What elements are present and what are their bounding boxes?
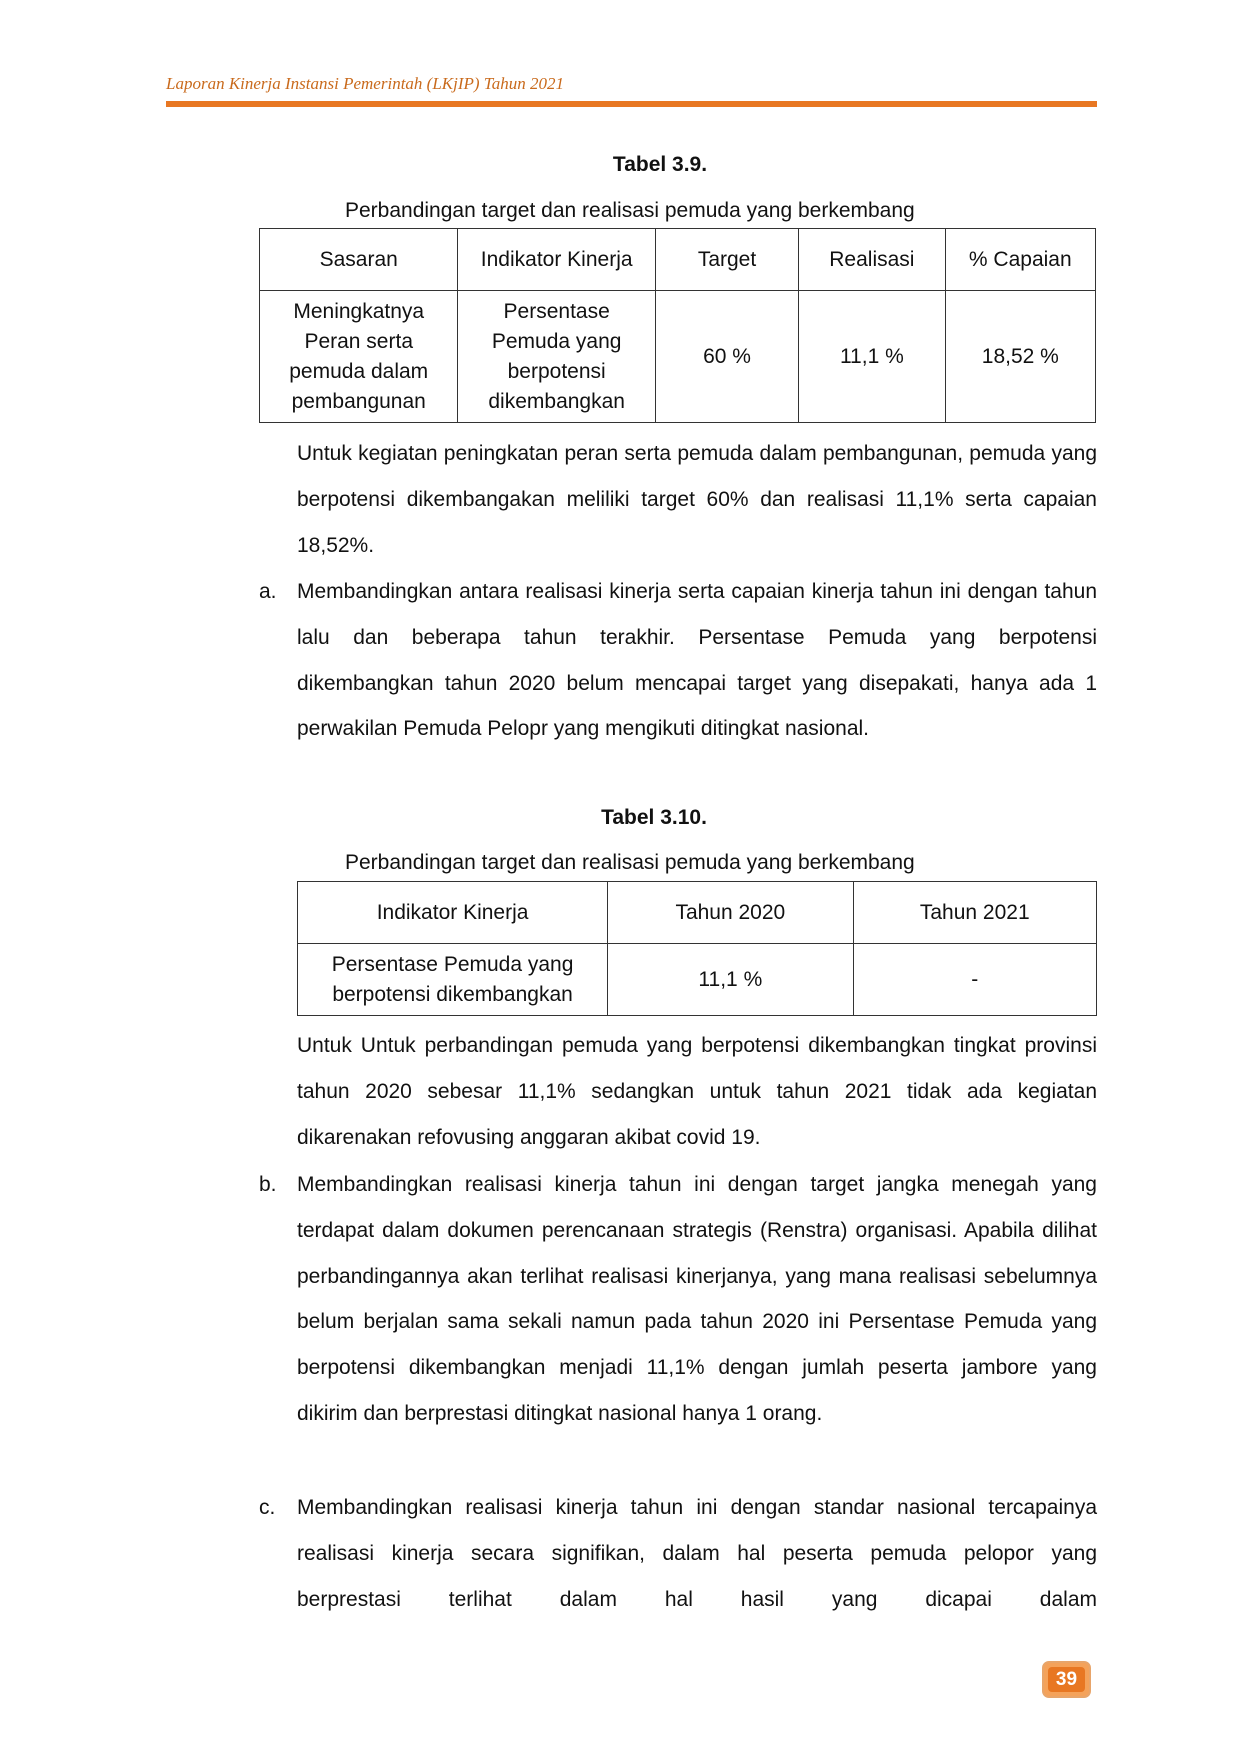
table1-header-cell: % Capaian bbox=[945, 229, 1095, 291]
table1-header-cell: Sasaran bbox=[260, 229, 458, 291]
table1-header-cell: Target bbox=[655, 229, 798, 291]
page-number: 39 bbox=[1048, 1667, 1085, 1692]
table2-cell: Persentase Pemuda yang berpotensi dikembangkan bbox=[298, 944, 608, 1016]
list-marker-a: a. bbox=[259, 580, 277, 603]
table-row bbox=[260, 291, 1096, 423]
table2-header-cell: Tahun 2021 bbox=[853, 882, 1096, 944]
table1-cell: Persentase Pemuda yang berpotensi dikembangkan bbox=[458, 291, 655, 423]
table1-header-cell: Indikator Kinerja bbox=[458, 229, 655, 291]
list-item-b-text: Membandingkan realisasi kinerja tahun ini dengan target jangka menegah yang terdapat dalam dokumen perencanaan strategis (Renstra) organisasi. Apabila dilihat perbandingannya akan terlihat realisasi kinerjanya, yang mana realisasi sebelumnya belum berjalan sama sekali namun pada tahun 2020 ini Persentase Pemuda yang berpotensi dikembangkan menjadi 11,1% dengan jumlah peserta jambore yang dikirim dan berprestasi ditingkat nasional hanya 1 orang. bbox=[297, 1173, 1097, 1425]
table1-header-cell: Realisasi bbox=[799, 229, 945, 291]
table1-cell: Meningkatnya Peran serta pemuda dalam pembangunan bbox=[260, 291, 458, 423]
table1-header-row bbox=[260, 229, 1096, 291]
table2-cell: 11,1 % bbox=[608, 944, 853, 1016]
table1 bbox=[259, 228, 1096, 423]
page-number-badge bbox=[1042, 1661, 1091, 1698]
table1-cell: 60 % bbox=[655, 291, 798, 423]
list-marker-b: b. bbox=[259, 1173, 277, 1196]
table2 bbox=[297, 881, 1097, 1016]
table2-header-cell: Tahun 2020 bbox=[608, 882, 853, 944]
list-marker-c: c. bbox=[259, 1496, 276, 1519]
table2-cell: - bbox=[853, 944, 1096, 1016]
list-item-c-text: Membandingkan realisasi kinerja tahun ini dengan standar nasional tercapainya realisasi kinerja secara signifikan, dalam hal peserta pemuda pelopor yang berprestasi terlihat dalam hal hasil yang dicapai dalam bbox=[297, 1496, 1097, 1611]
table2-title: Tabel 3.10. bbox=[601, 806, 707, 829]
paragraph-table1-summary: Untuk kegiatan peningkatan peran serta pemuda dalam pembangunan, pemuda yang berpotensi dikembangakan meliliki target 60% dan realisasi 11,1% serta capaian 18,52%. bbox=[297, 442, 1097, 557]
table-row bbox=[298, 944, 1097, 1016]
header-rule bbox=[166, 101, 1097, 107]
table1-title: Tabel 3.9. bbox=[612, 153, 708, 176]
table1-cell: 18,52 % bbox=[945, 291, 1095, 423]
table1-cell: 11,1 % bbox=[799, 291, 945, 423]
paragraph-table2-summary: Untuk Untuk perbandingan pemuda yang berpotensi dikembangkan tingkat provinsi tahun 2020 sebesar 11,1% sedangkan untuk tahun 2021 tidak ada kegiatan dikarenakan refovusing anggaran akibat covid 19. bbox=[297, 1034, 1097, 1149]
table2-header-cell: Indikator Kinerja bbox=[298, 882, 608, 944]
running-header-title: Laporan Kinerja Instansi Pemerintah (LKjIP) Tahun 2021 bbox=[166, 74, 564, 93]
table1-caption: Perbandingan target dan realisasi pemuda yang berkembang bbox=[345, 199, 915, 222]
list-item-a-text: Membandingkan antara realisasi kinerja serta capaian kinerja tahun ini dengan tahun lalu dan beberapa tahun terakhir. Persentase Pemuda yang berpotensi dikembangkan tahun 2020 belum mencapai target yang disepakati, hanya ada 1 perwakilan Pemuda Pelopr yang mengikuti ditingkat nasional. bbox=[297, 580, 1097, 741]
table2-header-row bbox=[298, 882, 1097, 944]
table2-caption: Perbandingan target dan realisasi pemuda yang berkembang bbox=[345, 851, 915, 874]
